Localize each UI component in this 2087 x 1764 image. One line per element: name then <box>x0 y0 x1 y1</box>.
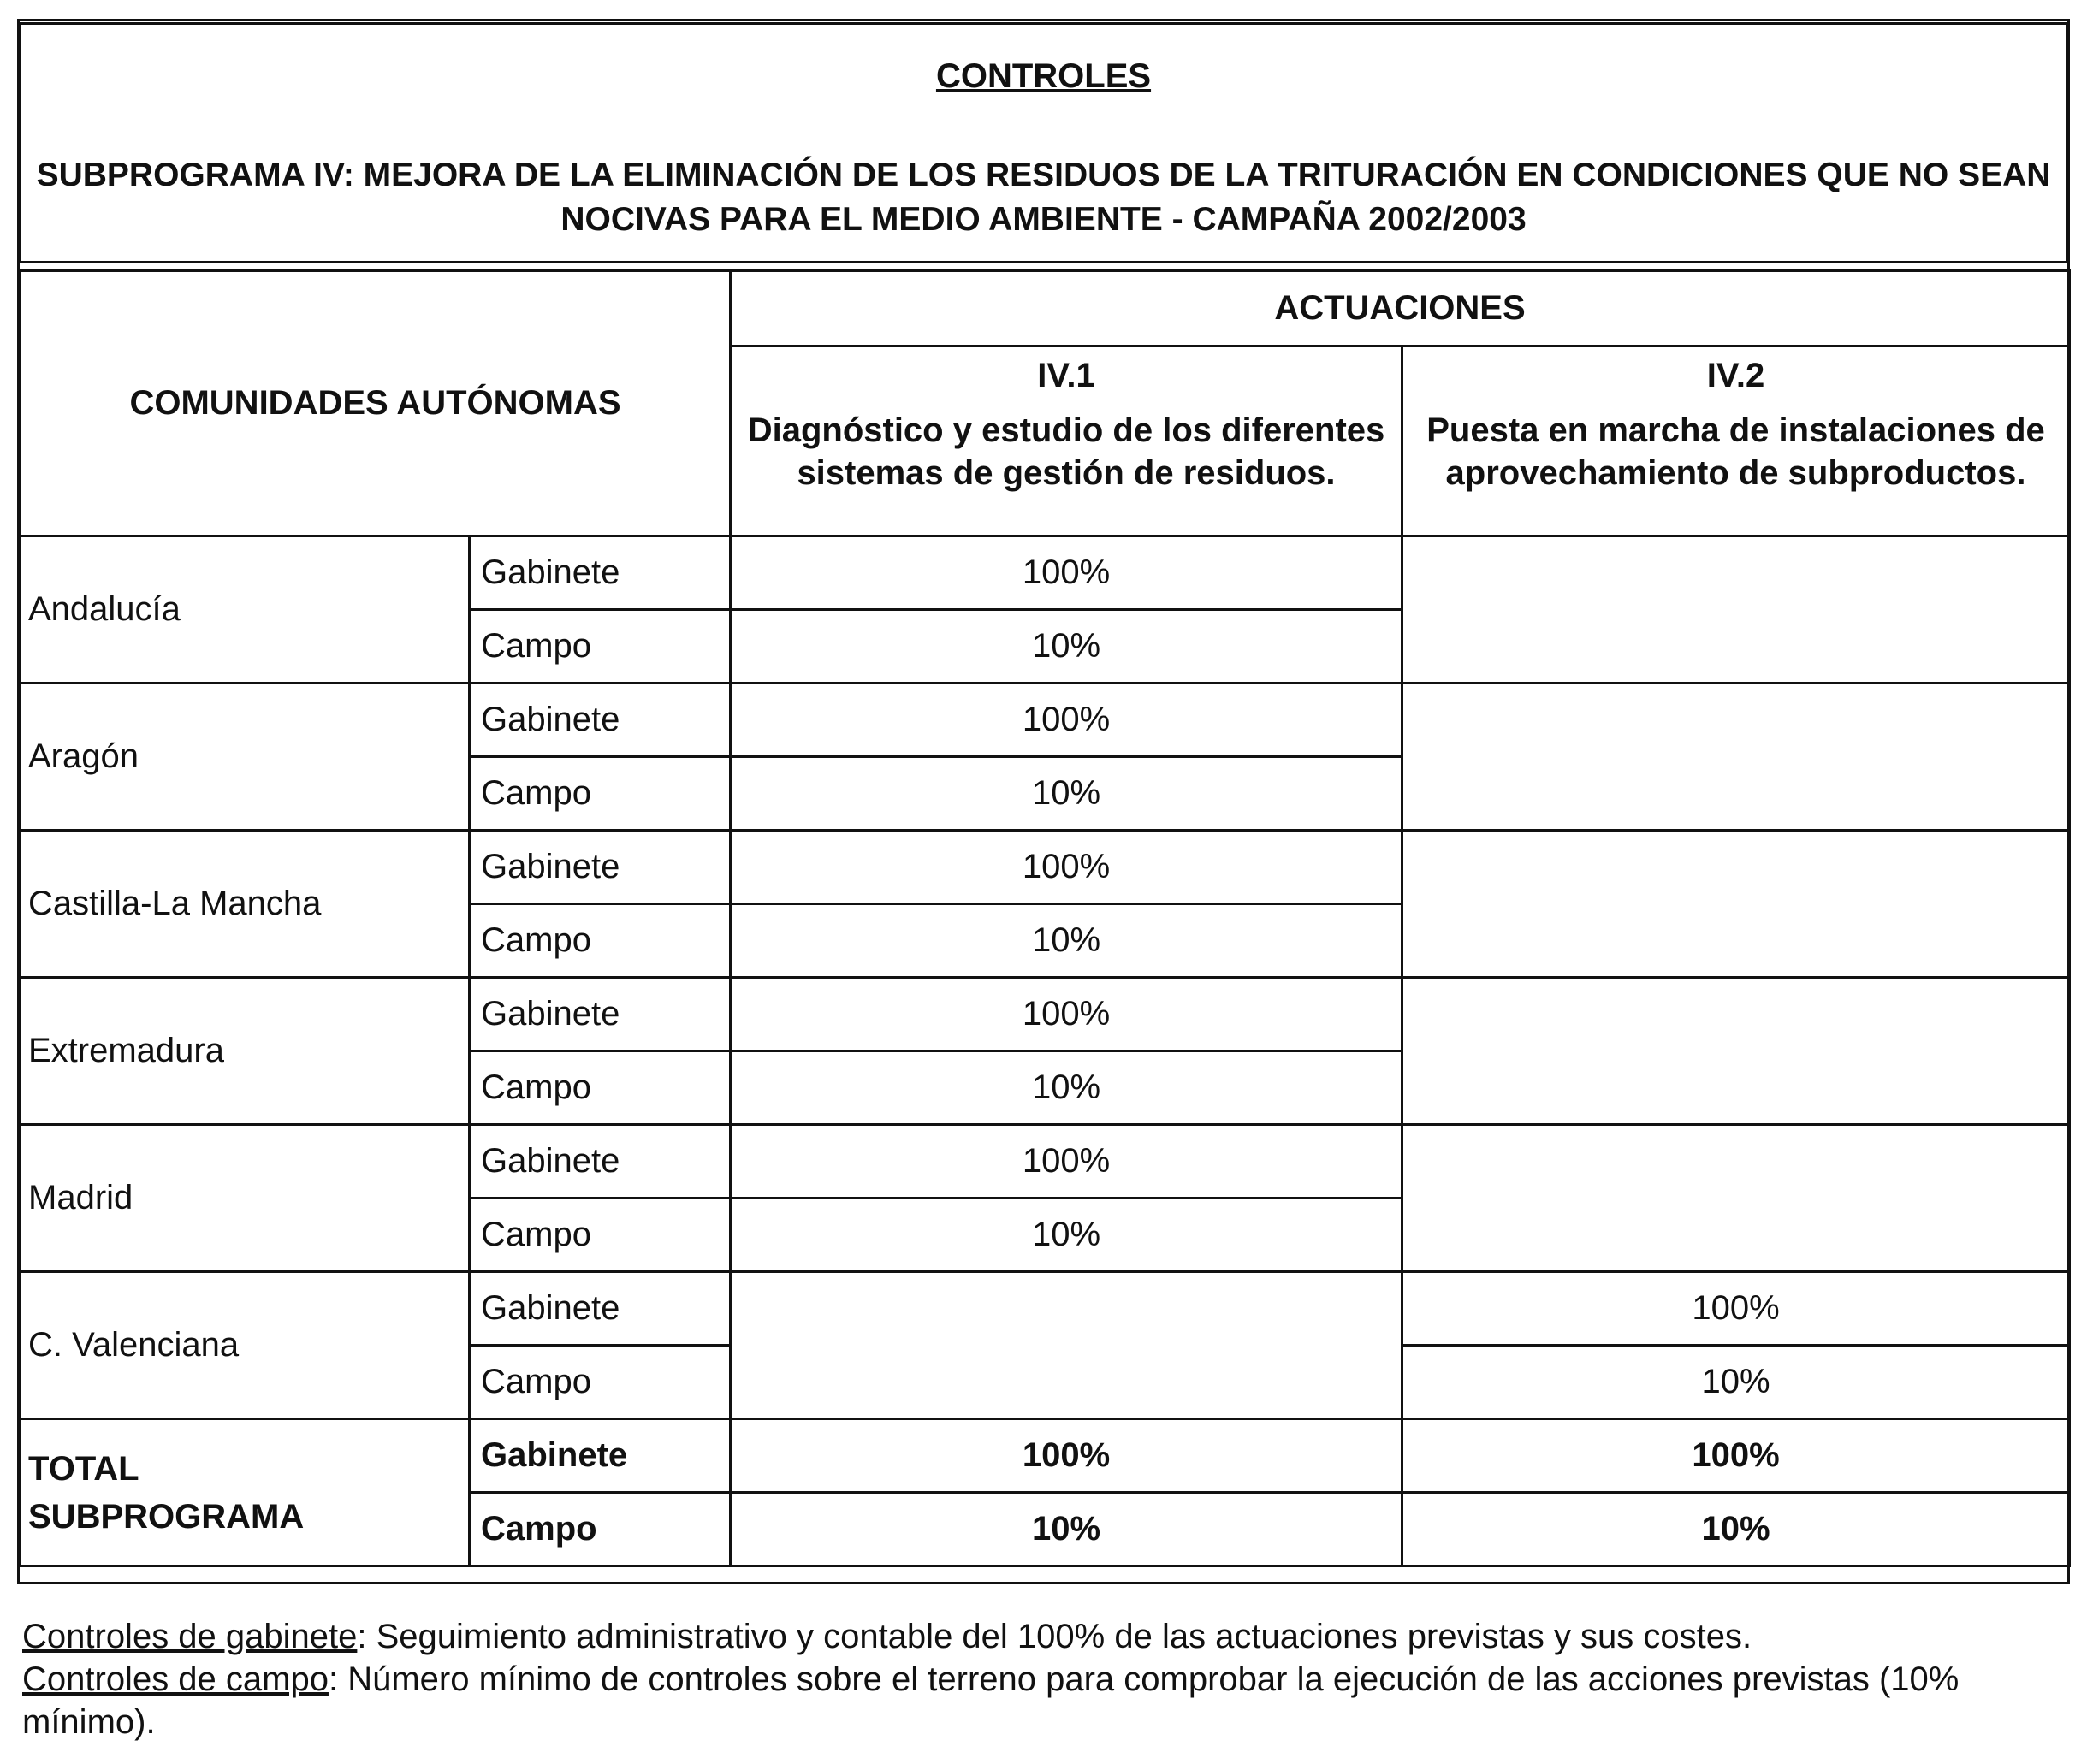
note-campo <box>22 1658 2059 1743</box>
header-actuaciones: ACTUACIONES <box>731 271 2070 346</box>
table-row <box>21 536 2070 610</box>
table-row <box>21 831 2070 904</box>
title-box <box>19 22 2068 263</box>
value-cell: 10% <box>1402 1346 2070 1419</box>
value-cell: 10% <box>731 1051 1402 1125</box>
header-action-iv2 <box>1402 346 2070 536</box>
value-cell: 100% <box>731 1125 1402 1199</box>
note-gabinete <box>22 1615 2059 1658</box>
control-type: Campo <box>470 610 731 684</box>
table-row <box>21 1125 2070 1199</box>
page-title: CONTROLES <box>935 57 1152 95</box>
control-type: Gabinete <box>470 831 731 904</box>
value-cell: 100% <box>731 978 1402 1051</box>
page-subtitle: SUBPROGRAMA IV: MEJORA DE LA ELIMINACIÓN DE LOS RESIDUOS DE LA TRITURACIÓN EN CONDICIONES QUE NO SEAN NOCIVAS PARA EL MEDIO AMBIENTE - CAMPAÑA 2002/2003 <box>36 157 2051 238</box>
value-cell <box>1402 684 2070 831</box>
action-code: IV.1 <box>1037 357 1095 394</box>
region-name: C. Valenciana <box>21 1272 470 1419</box>
region-name: Castilla-La Mancha <box>21 831 470 978</box>
header-comunidades: COMUNIDADES AUTÓNOMAS <box>21 271 731 536</box>
value-cell: 100% <box>1402 1419 2070 1493</box>
note-text: : Número mínimo de controles sobre el terreno para comprobar la ejecución de las acciones previstas (10% mínimo). <box>22 1660 1960 1741</box>
control-type: Gabinete <box>470 536 731 610</box>
value-cell <box>1402 978 2070 1125</box>
table-row <box>21 978 2070 1051</box>
control-type: Campo <box>470 1051 731 1125</box>
value-cell: 10% <box>731 610 1402 684</box>
value-cell: 10% <box>1402 1493 2070 1566</box>
note-term: Controles de campo <box>22 1660 329 1698</box>
action-description: Puesta en marcha de instalaciones de aprovechamiento de subproductos. <box>1426 411 2045 492</box>
control-type: Gabinete <box>470 1125 731 1199</box>
total-row <box>21 1419 2070 1493</box>
control-type: Campo <box>470 1346 731 1419</box>
header-action-iv1 <box>731 346 1402 536</box>
control-type: Campo <box>470 1493 731 1566</box>
region-name: Andalucía <box>21 536 470 684</box>
value-cell <box>1402 831 2070 978</box>
control-type: Campo <box>470 904 731 978</box>
value-cell: 10% <box>731 757 1402 831</box>
region-name: Madrid <box>21 1125 470 1272</box>
value-cell: 100% <box>731 1419 1402 1493</box>
region-name: Aragón <box>21 684 470 831</box>
value-cell: 100% <box>1402 1272 2070 1346</box>
action-description: Diagnóstico y estudio de los diferentes sistemas de gestión de residuos. <box>747 411 1385 492</box>
control-type: Gabinete <box>470 978 731 1051</box>
control-type: Gabinete <box>470 1272 731 1346</box>
table-row <box>21 684 2070 757</box>
control-type: Gabinete <box>470 1419 731 1493</box>
value-cell <box>731 1272 1402 1419</box>
region-name: Extremadura <box>21 978 470 1125</box>
value-cell: 100% <box>731 684 1402 757</box>
value-cell: 10% <box>731 1199 1402 1272</box>
value-cell: 100% <box>731 536 1402 610</box>
table-row <box>21 1272 2070 1346</box>
footnotes <box>22 1615 2059 1743</box>
value-cell <box>1402 1125 2070 1272</box>
value-cell: 100% <box>731 831 1402 904</box>
value-cell <box>1402 536 2070 684</box>
control-type: Gabinete <box>470 684 731 757</box>
note-term: Controles de gabinete <box>22 1618 358 1655</box>
value-cell: 10% <box>731 1493 1402 1566</box>
value-cell: 10% <box>731 904 1402 978</box>
control-type: Campo <box>470 1199 731 1272</box>
action-code: IV.2 <box>1706 357 1765 394</box>
controls-table <box>19 269 2071 1567</box>
total-label: TOTAL SUBPROGRAMA <box>21 1419 470 1566</box>
note-text: : Seguimiento administrativo y contable del 100% de las actuaciones previstas y sus costes. <box>357 1618 1752 1655</box>
control-type: Campo <box>470 757 731 831</box>
